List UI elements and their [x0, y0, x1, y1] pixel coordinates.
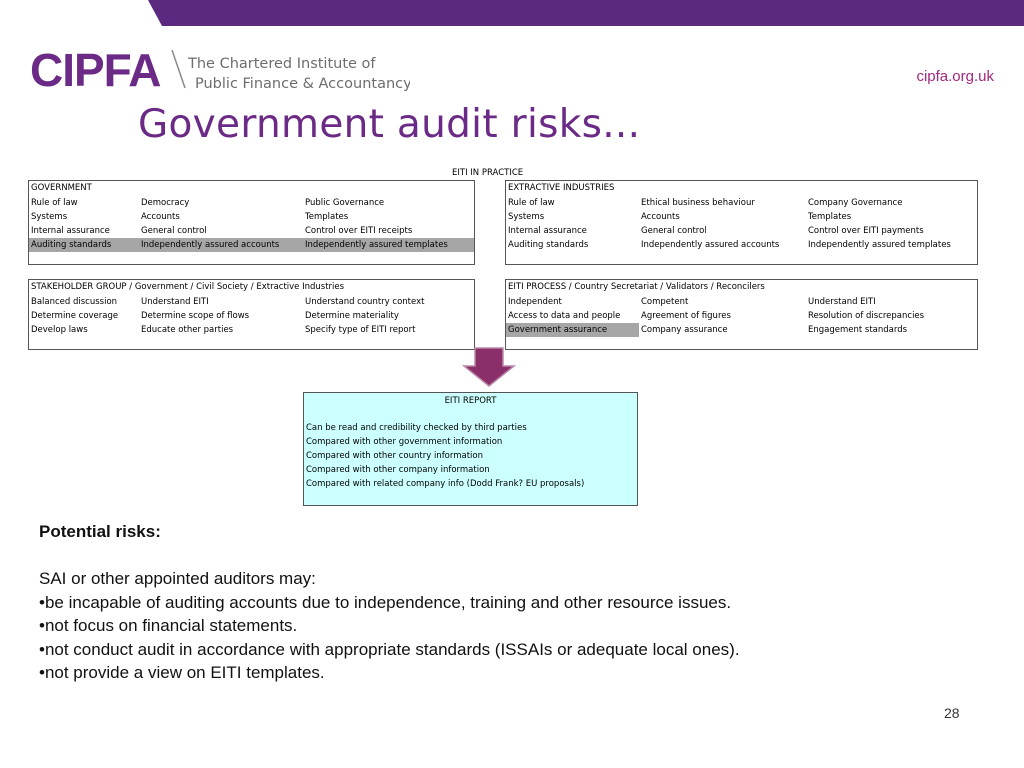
risk-bullet: •not focus on financial statements.	[39, 616, 298, 635]
government-row	[29, 196, 474, 210]
stakeholder-cell: Educate other parties	[141, 325, 234, 335]
extractive-cell: Independently assured accounts	[641, 240, 780, 250]
process-heading: EITI PROCESS / Country Secretariat / Validators / Reconcilers	[508, 282, 765, 292]
stakeholder-cell: Determine coverage	[31, 311, 119, 321]
site-url[interactable]: cipfa.org.uk	[916, 68, 994, 85]
government-cell: Auditing standards	[31, 240, 112, 250]
risks-intro: SAI or other appointed auditors may:	[39, 569, 316, 588]
extractive-cell: Systems	[508, 212, 545, 222]
extractive-cell: Internal assurance	[508, 226, 587, 236]
government-cell: Control over EITI receipts	[305, 226, 413, 236]
slide-title: Government audit risks...	[138, 102, 641, 147]
government-cell: Internal assurance	[31, 226, 110, 236]
eiti-report-box	[303, 392, 638, 506]
extractive-row	[506, 196, 977, 210]
government-cell: Independently assured templates	[305, 240, 448, 250]
process-cell-highlighted: Government assurance	[506, 323, 639, 337]
extractive-cell: Company Governance	[808, 198, 903, 208]
process-cell: Resolution of discrepancies	[808, 311, 925, 321]
risks-section	[39, 520, 740, 685]
stakeholder-row	[29, 295, 474, 309]
process-cell: Independent	[508, 297, 562, 307]
down-arrow-icon	[462, 347, 516, 387]
extractive-heading: EXTRACTIVE INDUSTRIES	[508, 183, 615, 193]
process-cell: Competent	[641, 297, 689, 307]
process-row	[506, 309, 977, 323]
stakeholder-cell: Understand EITI	[141, 297, 209, 307]
logo-wordmark: CIPFA	[30, 44, 161, 94]
stakeholder-cell: Understand country context	[305, 297, 425, 307]
risk-bullet: •not conduct audit in accordance with appropriate standards (ISSAIs or adequate local ones).	[39, 639, 740, 659]
stakeholder-row	[29, 323, 474, 337]
extractive-cell: Auditing standards	[508, 240, 589, 250]
stakeholder-cell: Develop laws	[31, 325, 88, 335]
extractive-row	[506, 224, 977, 238]
page-number: 28	[944, 705, 960, 721]
process-cell: Understand EITI	[808, 297, 876, 307]
government-cell: Independently assured accounts	[141, 240, 280, 250]
cipfa-logo	[30, 44, 410, 94]
stakeholder-cell: Specify type of EITI report	[305, 325, 416, 335]
process-cell: Engagement standards	[808, 325, 908, 335]
government-cell: Public Governance	[305, 198, 385, 208]
report-line: Compared with other country information	[306, 451, 484, 461]
report-heading: EITI REPORT	[444, 396, 497, 406]
stakeholder-cell: Determine materiality	[305, 311, 399, 321]
extractive-cell: Control over EITI payments	[808, 226, 924, 236]
extractive-cell: Ethical business behaviour	[641, 198, 755, 208]
stakeholder-heading: STAKEHOLDER GROUP / Government / Civil Society / Extractive Industries	[31, 282, 345, 292]
report-line: Compared with related company info (Dodd Frank? EU proposals)	[306, 479, 585, 489]
extractive-cell: Independently assured templates	[808, 240, 951, 250]
government-row-highlighted	[29, 238, 474, 252]
process-cell: Company assurance	[641, 325, 728, 335]
government-row	[29, 210, 474, 224]
risk-bullet: •not provide a view on EITI templates.	[39, 663, 325, 682]
report-line: Compared with other government information	[306, 437, 503, 447]
risk-bullet: •be incapable of auditing accounts due to independence, training and other resource issues.	[39, 592, 732, 612]
logo-org-line2: Public Finance & Accountancy	[195, 76, 410, 92]
report-line: Compared with other company information	[306, 465, 490, 475]
top-banner	[0, 0, 1024, 26]
extractive-cell: Accounts	[641, 212, 680, 222]
government-heading: GOVERNMENT	[31, 183, 92, 193]
government-cell: Templates	[305, 212, 349, 222]
process-cell: Access to data and people	[508, 311, 621, 321]
government-cell: Accounts	[141, 212, 180, 222]
government-cell: General control	[141, 226, 207, 236]
extractive-row	[506, 210, 977, 224]
diagram-caption: EITI IN PRACTICE	[452, 168, 524, 178]
government-cell: Systems	[31, 212, 68, 222]
extractive-row	[506, 238, 977, 252]
government-cell: Rule of law	[31, 198, 78, 208]
report-line: Can be read and credibility checked by third parties	[306, 423, 527, 433]
government-cell: Democracy	[141, 198, 190, 208]
extractive-cell: General control	[641, 226, 707, 236]
extractive-cell: Rule of law	[508, 198, 555, 208]
logo-org-line1: The Chartered Institute of	[188, 56, 376, 72]
extractive-cell: Templates	[808, 212, 852, 222]
stakeholder-group-box	[28, 279, 475, 350]
government-row	[29, 224, 474, 238]
process-row	[506, 323, 977, 337]
process-row	[506, 295, 977, 309]
eiti-process-box	[505, 279, 978, 350]
stakeholder-cell: Determine scope of flows	[141, 311, 250, 321]
stakeholder-row	[29, 309, 474, 323]
risks-heading: Potential risks:	[39, 522, 161, 541]
stakeholder-cell: Balanced discussion	[31, 297, 118, 307]
government-box	[28, 180, 475, 265]
process-cell: Agreement of figures	[641, 311, 731, 321]
extractive-industries-box	[505, 180, 978, 265]
